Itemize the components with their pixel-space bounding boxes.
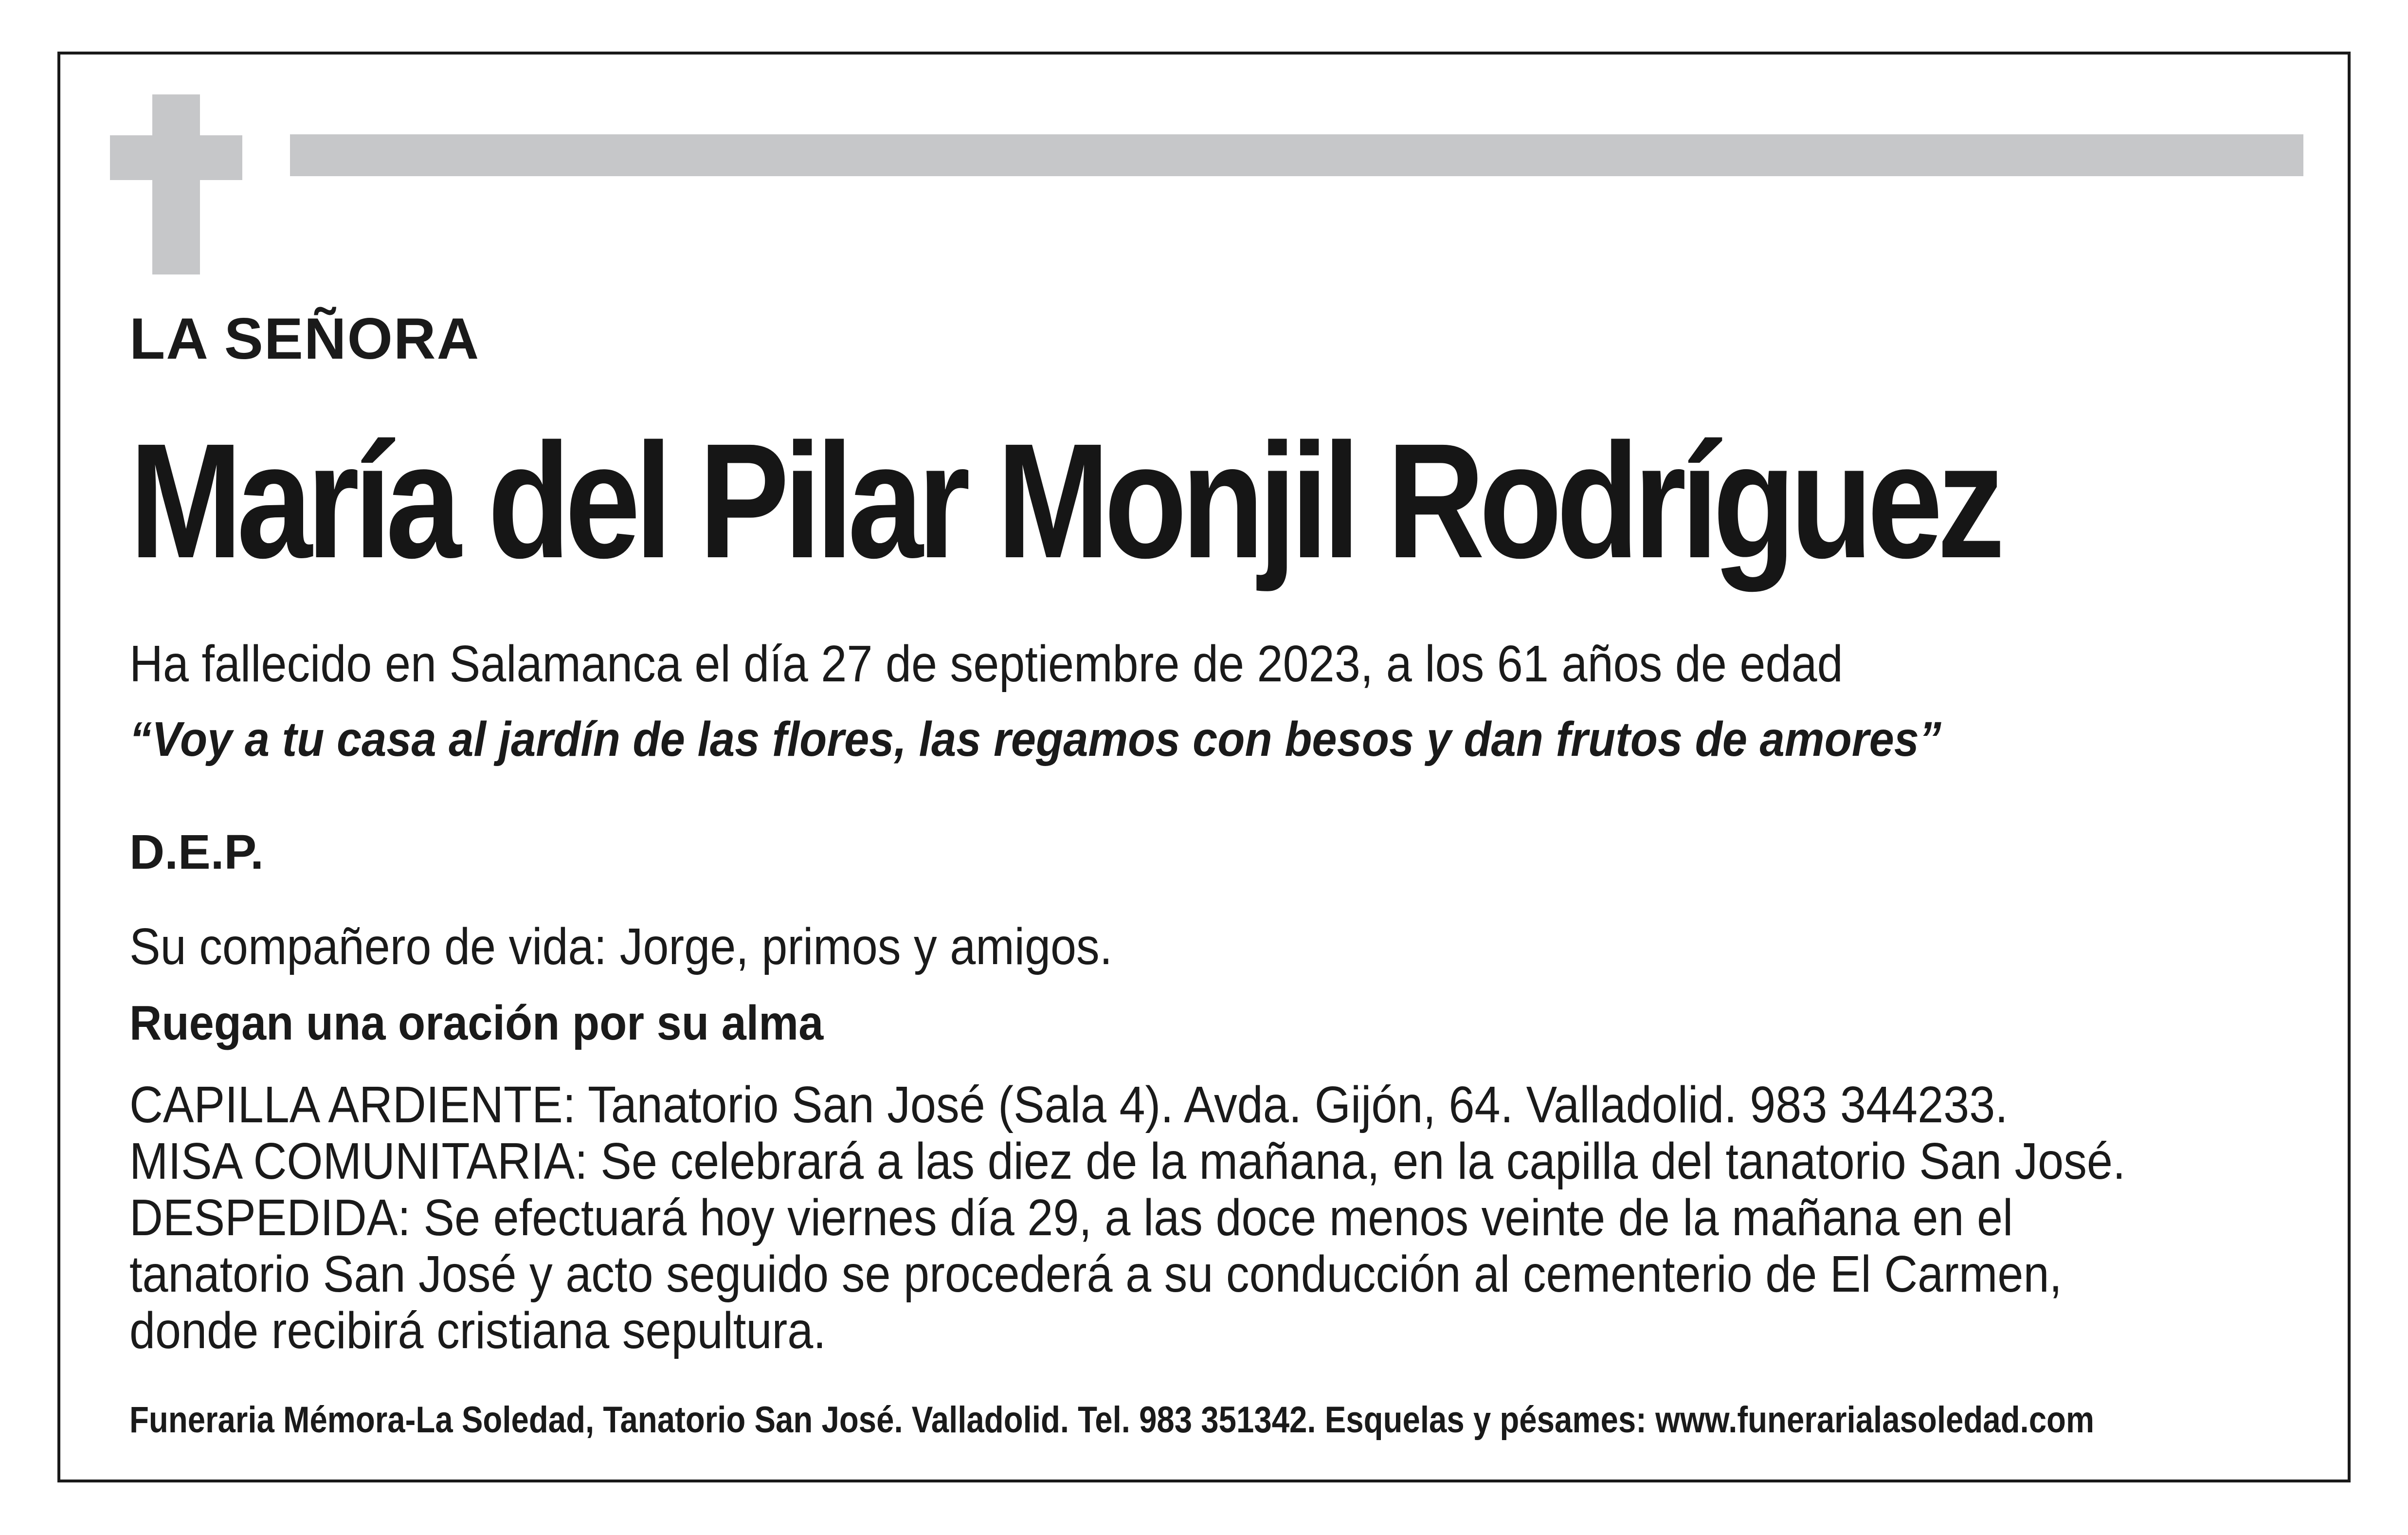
death-info: Ha fallecido en Salamanca el día 27 de septiembre de 2023, a los 61 años de edad <box>129 635 1843 693</box>
funeral-details <box>129 1077 2125 1359</box>
epitaph: “Voy a tu casa al jardín de las flores, las regamos con besos y dan frutos de amores” <box>129 712 1941 767</box>
obituary-notice <box>57 52 2351 1482</box>
funeral-home-footer: Funeraria Mémora-La Soledad, Tanatorio San José. Valladolid. Tel. 983 351342. Esquelas y pésames: www.funerarialasoledad.com <box>129 1399 2095 1441</box>
prayer-request: Ruegan una oración por su alma <box>129 996 824 1050</box>
details-line-sepultura: donde recibirá cristiana sepultura. <box>129 1302 826 1359</box>
deceased-name: María del Pilar Monjil Rodríguez <box>129 410 1999 592</box>
details-line-despedida-cont: tanatorio San José y acto seguido se procederá a su conducción al cementerio de El Carmen, <box>129 1245 2063 1303</box>
mourners: Su compañero de vida: Jorge, primos y amigos. <box>129 918 1113 975</box>
dep-label: D.E.P. <box>129 825 264 879</box>
title-prefix: LA SEÑORA <box>129 306 480 371</box>
details-line-capilla: CAPILLA ARDIENTE: Tanatorio San José (Sala 4). Avda. Gijón, 64. Valladolid. 983 344233. <box>129 1076 2008 1133</box>
header-bar <box>290 134 2303 176</box>
details-line-despedida: DESPEDIDA: Se efectuará hoy viernes día 29, a las doce menos veinte de la mañana en el <box>129 1189 2013 1246</box>
details-line-misa: MISA COMUNITARIA: Se celebrará a las diez de la mañana, en la capilla del tanatorio San José. <box>129 1133 2126 1190</box>
